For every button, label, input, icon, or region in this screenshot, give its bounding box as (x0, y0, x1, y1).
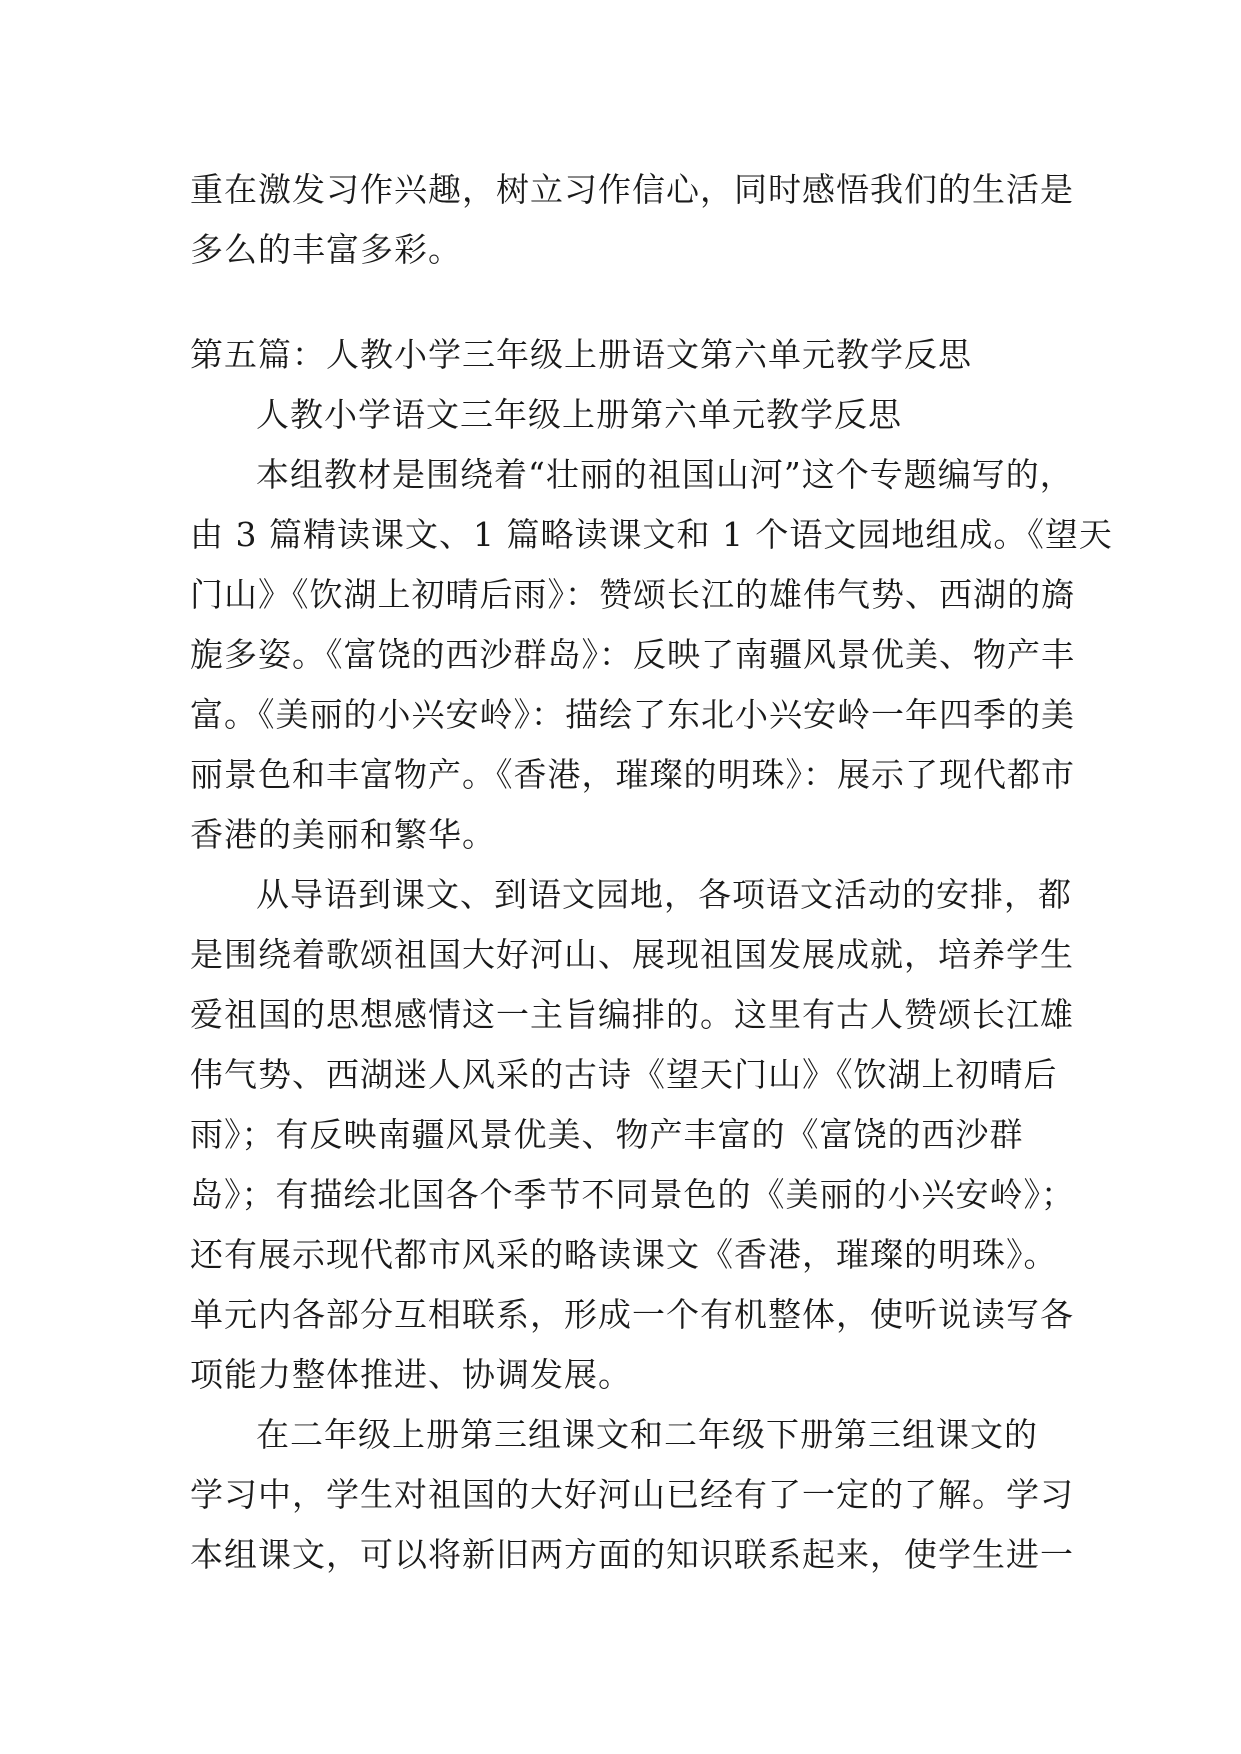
section-heading: 第五篇：人教小学三年级上册语文第六单元教学反思 (190, 335, 972, 374)
paragraph-3 (190, 1405, 1074, 1585)
paragraph-1 (190, 445, 1113, 865)
text-line: 岛》；有描绘北国各个季节不同景色的《美丽的小兴安岭》； (190, 1175, 1075, 1214)
paragraph-2 (190, 865, 1075, 1405)
text-line: 富。《美丽的小兴安岭》：描绘了东北小兴安岭一年四季的美 (190, 695, 1075, 734)
text-line: 重在激发习作兴趣，树立习作信心，同时感悟我们的生活是 (190, 170, 1074, 209)
text-line: 多么的丰富多彩。 (190, 230, 462, 269)
document-page (190, 160, 1113, 1585)
text-line: 爱祖国的思想感情这一主旨编排的。这里有古人赞颂长江雄 (190, 995, 1074, 1034)
text-line: 本组教材是围绕着“壮丽的祖国山河”这个专题编写的， (256, 455, 1074, 494)
text-line: 伟气势、西湖迷人风采的古诗《望天门山》《饮湖上初晴后 (190, 1055, 1058, 1094)
text-line: 是围绕着歌颂祖国大好河山、展现祖国发展成就，培养学生 (190, 935, 1074, 974)
text-line: 项能力整体推进、协调发展。 (190, 1355, 632, 1394)
text-line: 单元内各部分互相联系，形成一个有机整体，使听说读写各 (190, 1295, 1074, 1334)
text-line: 还有展示现代都市风采的略读课文《香港，璀璨的明珠》。 (190, 1235, 1058, 1274)
text-line: 丽景色和丰富物产。《香港，璀璨的明珠》：展示了现代都市 (190, 755, 1075, 794)
doc-title: 人教小学语文三年级上册第六单元教学反思 (256, 395, 902, 434)
text-line: 香港的美丽和繁华。 (190, 815, 496, 854)
intro-paragraph (190, 160, 1074, 280)
text-line: 在二年级上册第三组课文和二年级下册第三组课文的 (256, 1415, 1038, 1454)
text-line: 由 3 篇精读课文、1 篇略读课文和 1 个语文园地组成。《望天 (190, 515, 1113, 554)
text-line: 旎多姿。《富饶的西沙群岛》：反映了南疆风景优美、物产丰 (190, 635, 1075, 674)
text-line: 从导语到课文、到语文园地，各项语文活动的安排，都 (256, 875, 1072, 914)
text-line: 雨》；有反映南疆风景优美、物产丰富的《富饶的西沙群 (190, 1115, 1024, 1154)
text-line: 学习中，学生对祖国的大好河山已经有了一定的了解。学习 (190, 1475, 1074, 1514)
text-line: 门山》《饮湖上初晴后雨》：赞颂长江的雄伟气势、西湖的旖 (190, 575, 1075, 614)
text-line: 本组课文，可以将新旧两方面的知识联系起来，使学生进一 (190, 1535, 1074, 1574)
